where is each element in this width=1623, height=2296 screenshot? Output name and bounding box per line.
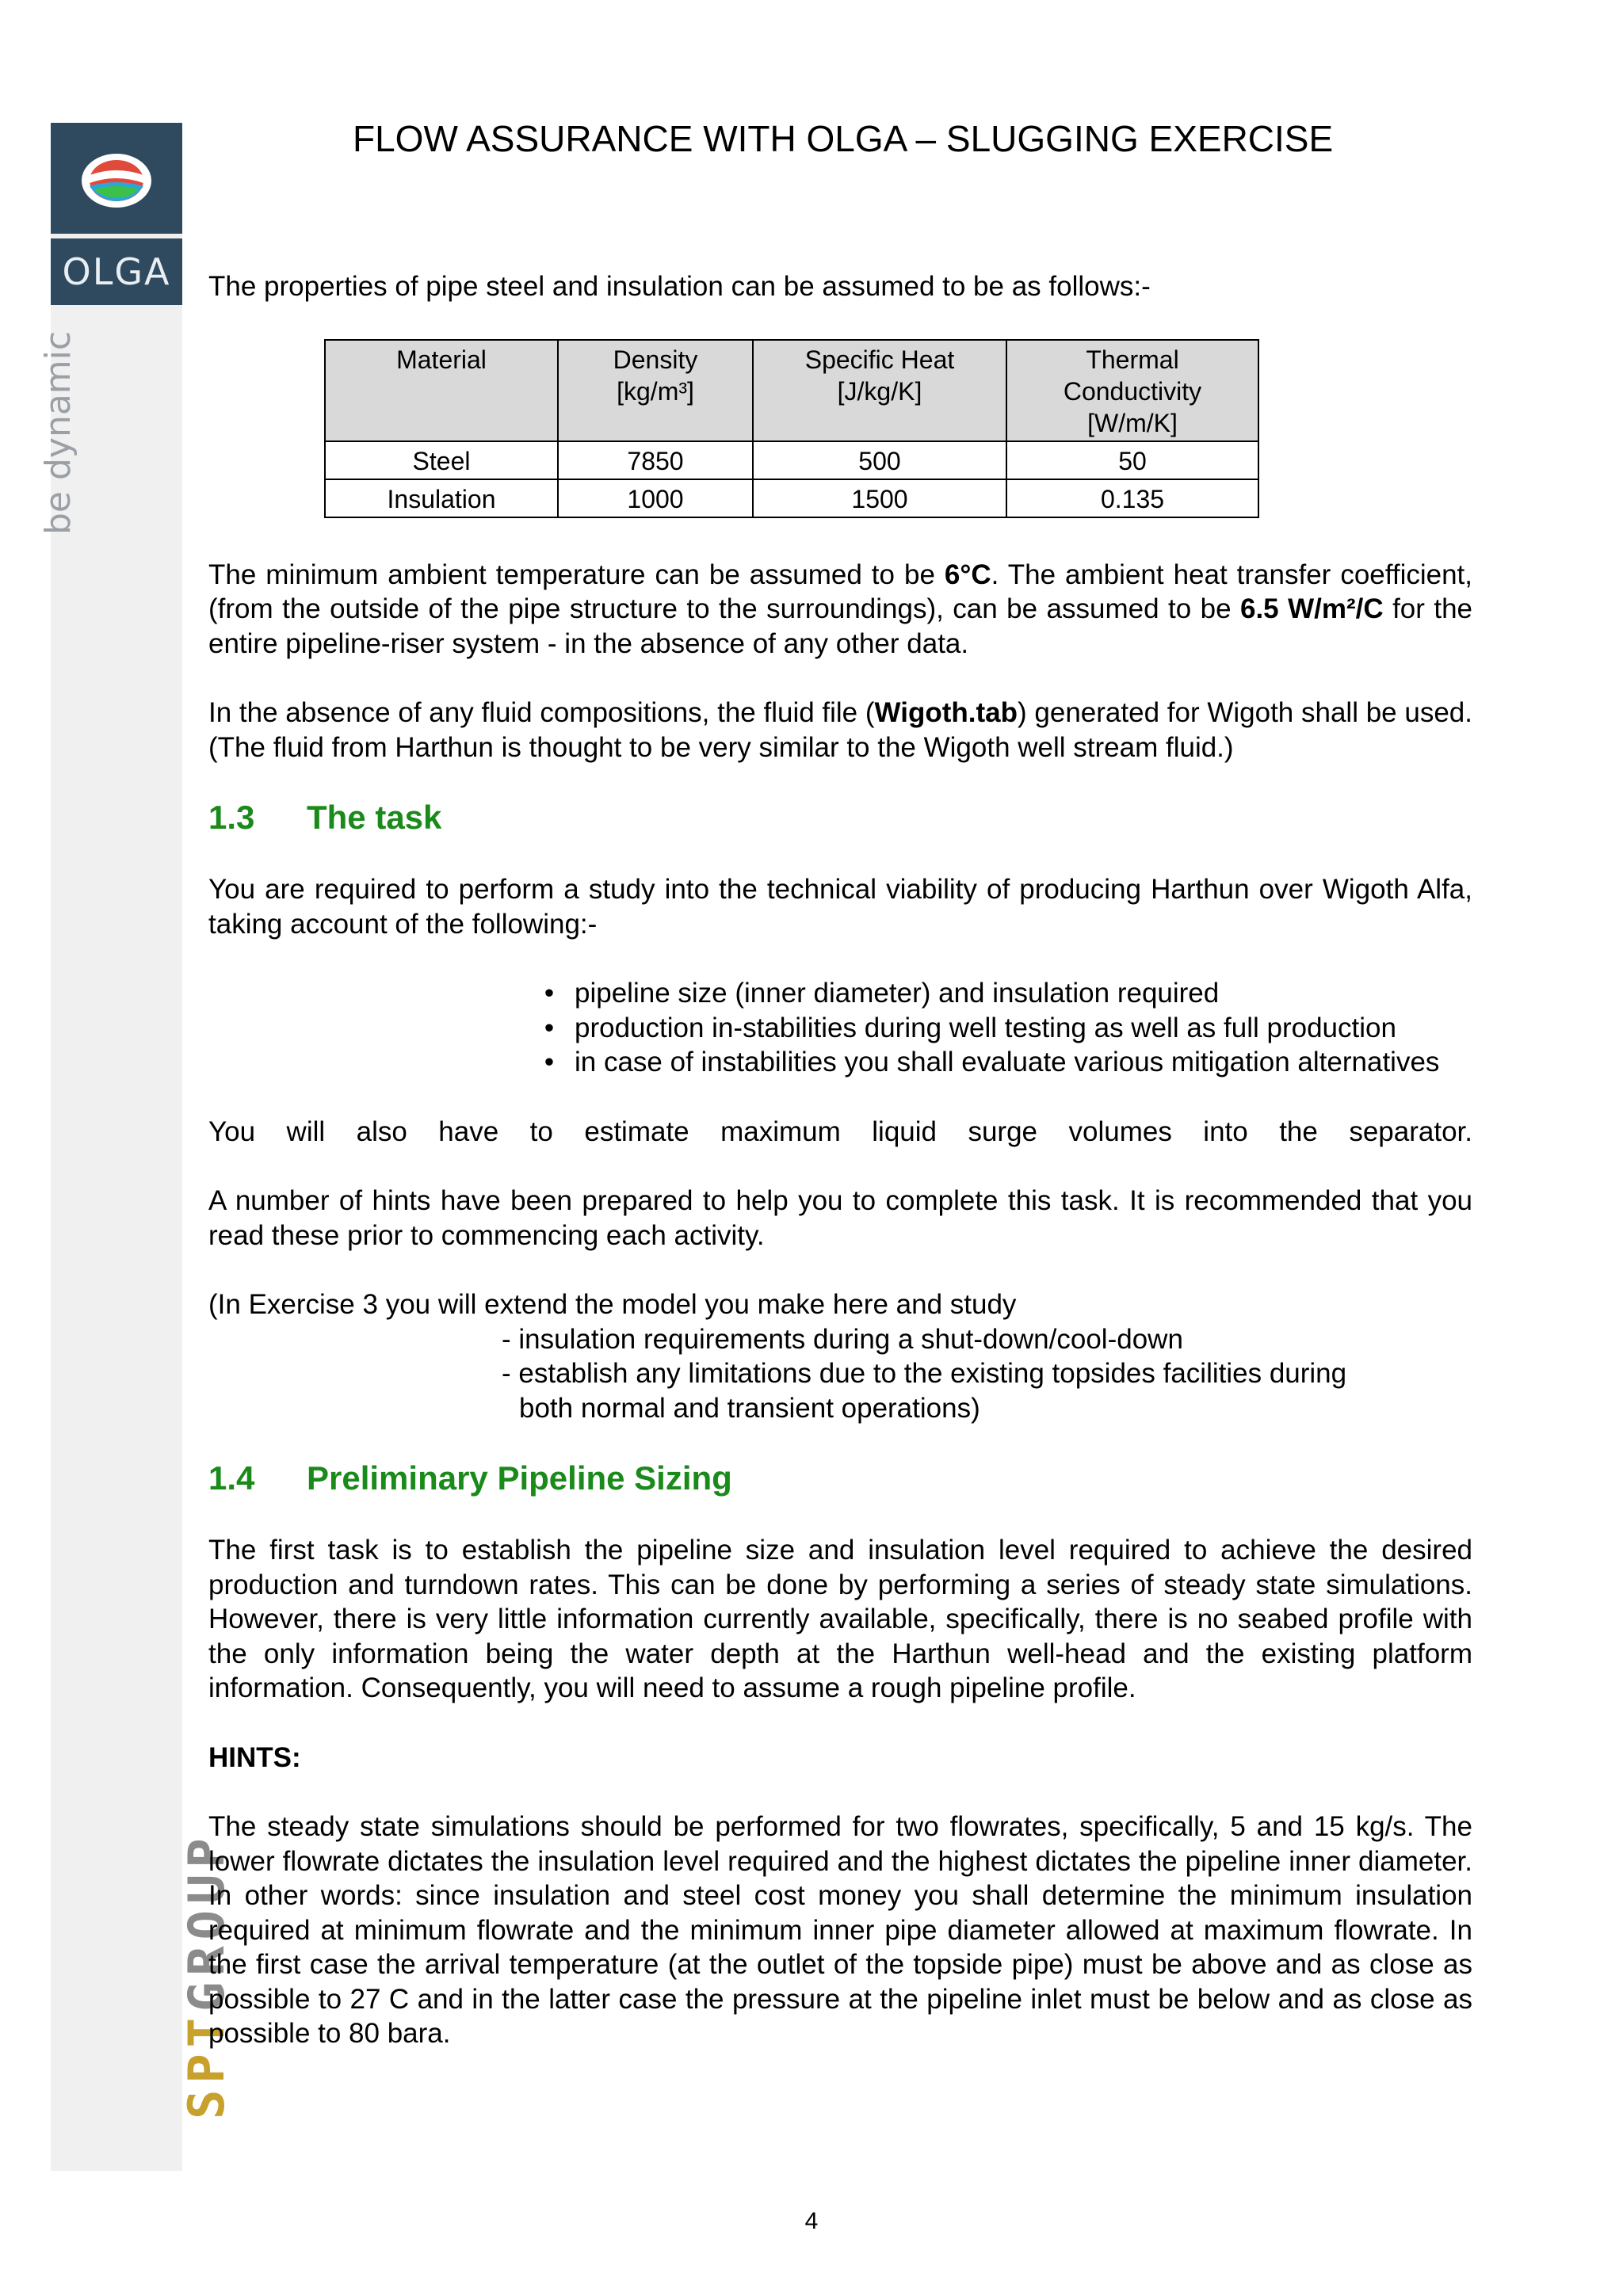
cell-material: Steel <box>325 441 558 479</box>
cell-material: Insulation <box>325 479 558 517</box>
company-logo-group: GROUP <box>178 1832 235 2012</box>
hints-intro-paragraph: A number of hints have been prepared to help you to complete this task. It is recommended that you read these prior to commencing each activity. <box>208 1185 1472 1251</box>
list-item: • in case of instabilities you shall evaluate various mitigation alternatives <box>544 1047 1440 1077</box>
exercise3-line1: (In Exercise 3 you will extend the model you make here and study <box>208 1289 1017 1320</box>
list-item: • production in-stabilities during well testing as well as full production <box>544 1012 1396 1043</box>
hints-paragraph: The steady state simulations should be performed for two flowrates, specifically, 5 and 15 kg/s. The lower flowrate dictates the insulation level required and the highest dictates the pipeline inner diameter. In other words: since insulation and steel cost money you shall determine the minimum insulation required at minimum flowrate and the minimum inner pipe diameter allowed at maximum flowrate. In the first case the arrival temperature (at the outlet of the topside pipe) must be above and as close as possible to 27 C and in the latter case the pressure at the pipeline inlet must be below and as close as possible to 80 bara. <box>208 1811 1472 2049</box>
sidebar-band <box>38 123 235 2171</box>
olga-logo <box>51 123 182 234</box>
olga-globe-icon <box>78 151 155 210</box>
exercise3-line2: - insulation requirements during a shut-down/cool-down <box>502 1323 1183 1355</box>
company-logo-spt: SPT <box>178 2012 235 2119</box>
cell-specific-heat: 1500 <box>753 479 1006 517</box>
cell-density: 1000 <box>558 479 753 517</box>
cell-conductivity: 0.135 <box>1006 479 1258 517</box>
ambient-paragraph: The minimum ambient temperature can be assumed to be 6°C. The ambient heat transfer coefficient, (from the outside of the pipe structure to the surroundings), can be assumed to be 6.5 W/m²/C for the entire pipeline-riser system - in the absence of any other data. <box>208 559 1473 659</box>
list-item: • pipeline size (inner diameter) and insulation required <box>544 978 1220 1009</box>
fluid-paragraph: In the absence of any fluid compositions, the fluid file (Wigoth.tab) generated for Wigoth shall be used. (The fluid from Harthun is thought to be very similar to the Wigoth well stream fluid.) <box>208 697 1472 763</box>
sizing-paragraph: The first task is to establish the pipeline size and insulation level required to achieve the desired production and turndown rates. This can be done by performing a series of steady state simulations. However, there is very little information currently available, specifically, there is no seabed profile with the only information being the water depth at the Harthun well-head and the existing platform information. Consequently, you will need to assume a rough pipeline profile. <box>208 1535 1472 1703</box>
exercise3-line3: - establish any limitations due to the existing topsides facilities during <box>502 1358 1347 1389</box>
header-conductivity: Thermal Conductivity [W/m/K] <box>1006 340 1258 441</box>
material-properties-table <box>324 339 1259 518</box>
hints-label: HINTS: <box>208 1741 301 1773</box>
tagline: be dynamic <box>38 330 78 535</box>
header-specific-heat: Specific Heat [J/kg/K] <box>753 340 1006 441</box>
page-title: FLOW ASSURANCE WITH OLGA – SLUGGING EXERCISE <box>353 118 1334 159</box>
cell-density: 7850 <box>558 441 753 479</box>
exercise3-line4: both normal and transient operations) <box>519 1392 980 1424</box>
table-row <box>325 479 1258 517</box>
document-body <box>208 269 1472 2051</box>
cell-conductivity: 50 <box>1006 441 1258 479</box>
olga-wordmark: OLGA <box>51 238 182 305</box>
intro-paragraph: The properties of pipe steel and insulation can be assumed to be as follows:- <box>208 271 1151 302</box>
surge-paragraph: You will also have to estimate maximum liquid surge volumes into the separator. <box>208 1116 1472 1147</box>
section-heading-task: 1.3 The task <box>208 799 442 836</box>
task-intro-paragraph: You are required to perform a study into the technical viability of producing Harthun over Wigoth Alfa, taking account of the following:- <box>208 874 1472 940</box>
section-heading-sizing: 1.4 Preliminary Pipeline Sizing <box>208 1459 732 1497</box>
header-density: Density [kg/m³] <box>558 340 753 441</box>
table-header-row <box>325 340 1258 441</box>
task-bullet-list <box>208 976 1472 1080</box>
table-row <box>325 441 1258 479</box>
cell-specific-heat: 500 <box>753 441 1006 479</box>
page-number: 4 <box>804 2208 819 2234</box>
header-material: Material <box>325 340 558 441</box>
